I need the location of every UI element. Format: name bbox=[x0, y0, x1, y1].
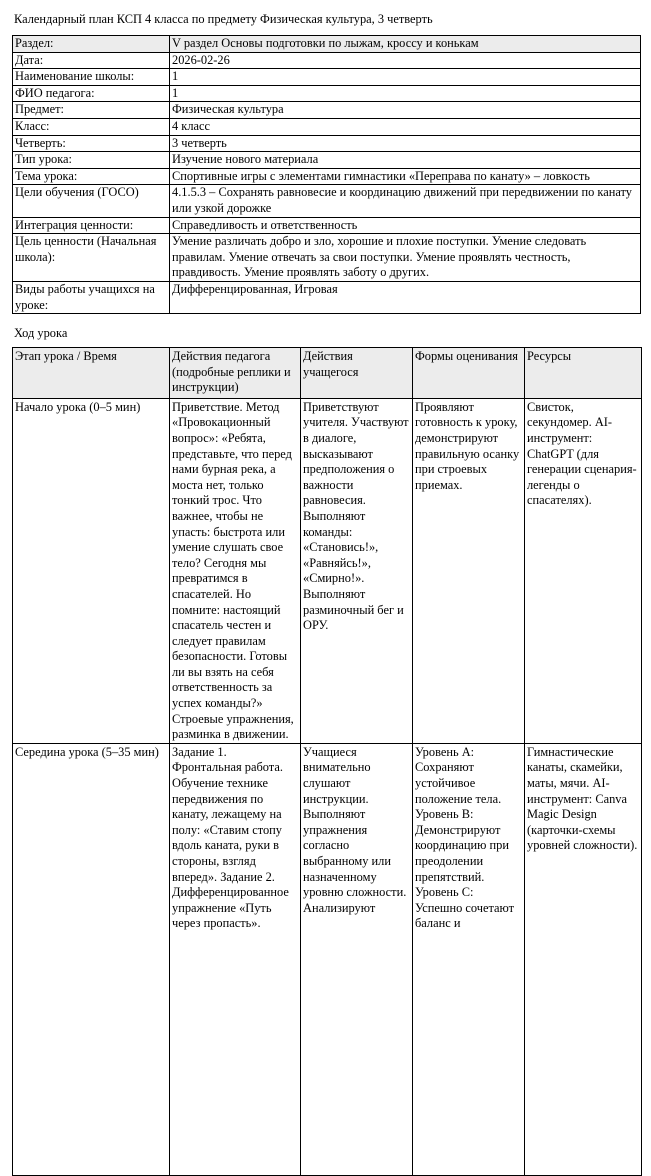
resources-cell: Свисток, секундомер. AI-инструмент: ChatGPT (для генерации сценария-легенды о спасателях). bbox=[525, 398, 642, 743]
lesson-progress-heading: Ход урока bbox=[14, 326, 68, 340]
info-row-section bbox=[13, 36, 641, 53]
info-value: 4 класс bbox=[170, 118, 641, 135]
page-title: Календарный план КСП 4 класса по предмету Физическая культура, 3 четверть bbox=[14, 12, 433, 26]
stage-cell: Середина урока (5–35 мин) bbox=[13, 743, 170, 1175]
lesson-plan-table bbox=[12, 347, 642, 1176]
info-row-quarter bbox=[13, 135, 641, 152]
assessment-cell: Уровень А: Сохраняют устойчивое положение тела. Уровень В: Демонстрируют координацию при преодолении препятствий. Уровень С: Успешно сочетают баланс и bbox=[413, 743, 525, 1175]
info-label: Цели обучения (ГОСО) bbox=[13, 185, 170, 217]
student-actions-cell: Учащиеся внимательно слушают инструкции. Выполняют упражнения согласно выбранному или назначенному уровню сложности. Анализируют bbox=[301, 743, 413, 1175]
info-value: Умение различать добро и зло, хорошие и плохие поступки. Умение следовать правилам. Умение отвечать за свои поступки. Умение проявлять честность, правдивость. Умение проявлять заботу о других. bbox=[170, 234, 641, 282]
info-value: 3 четверть bbox=[170, 135, 641, 152]
info-label: Тип урока: bbox=[13, 152, 170, 169]
info-row-topic bbox=[13, 168, 641, 185]
column-header-assessment: Формы оценивания bbox=[413, 348, 525, 399]
info-label: ФИО педагога: bbox=[13, 85, 170, 102]
student-actions-cell: Приветствуют учителя. Участвуют в диалоге, высказывают предположения о важности равновесия. Выполняют команды: «Становись!», «Равняйсь!», «Смирно!». Выполняют разминочный бег и ОРУ. bbox=[301, 398, 413, 743]
lesson-table-header bbox=[13, 348, 642, 399]
lesson-info-table bbox=[12, 35, 641, 314]
teacher-actions-cell: Задание 1. Фронтальная работа. Обучение технике передвижения по канату, лежащему на полу: «Ставим стопу вдоль каната, руки в стороны, взгляд вперед». Задание 2. Дифференцированное упражнение «Путь через пропасть». bbox=[170, 743, 301, 1175]
info-label: Класс: bbox=[13, 118, 170, 135]
info-row-class bbox=[13, 118, 641, 135]
info-label: Виды работы учащихся на уроке: bbox=[13, 281, 170, 313]
info-label: Предмет: bbox=[13, 102, 170, 119]
info-row-teacher bbox=[13, 85, 641, 102]
info-row-value-goal bbox=[13, 234, 641, 282]
teacher-actions-cell: Приветствие. Метод «Провокационный вопрос»: «Ребята, представьте, что перед нами бурная река, а моста нет, только тонкий трос. Что важнее, чтобы не упасть: быстрота или умение слушать свое тело? Сегодня мы превратимся в спасателей. Но помните: настоящий спасатель честен и следует правилам безопасности. Готовы ли вы взять на себя ответственность за успех команды?» Строевые упражнения, разминка в движении. bbox=[170, 398, 301, 743]
column-header-student: Действия учащегося bbox=[301, 348, 413, 399]
info-value: 2026-02-26 bbox=[170, 52, 641, 69]
info-row-school bbox=[13, 69, 641, 86]
info-value: 4.1.5.3 – Сохранять равновесие и координацию движений при передвижении по канату или узкой дорожке bbox=[170, 185, 641, 217]
info-row-lesson-type bbox=[13, 152, 641, 169]
info-row-subject bbox=[13, 102, 641, 119]
info-value: Дифференцированная, Игровая bbox=[170, 281, 641, 313]
stage-cell: Начало урока (0–5 мин) bbox=[13, 398, 170, 743]
info-label: Раздел: bbox=[13, 36, 170, 53]
info-value: Справедливость и ответственность bbox=[170, 217, 641, 234]
info-row-value-integration bbox=[13, 217, 641, 234]
info-row-work-types bbox=[13, 281, 641, 313]
info-value: 1 bbox=[170, 69, 641, 86]
info-row-date bbox=[13, 52, 641, 69]
info-label: Тема урока: bbox=[13, 168, 170, 185]
info-value: 1 bbox=[170, 85, 641, 102]
info-label: Дата: bbox=[13, 52, 170, 69]
column-header-teacher: Действия педагога (подробные реплики и инструкции) bbox=[170, 348, 301, 399]
info-label: Цель ценности (Начальная школа): bbox=[13, 234, 170, 282]
info-value: Физическая культура bbox=[170, 102, 641, 119]
info-label: Интеграция ценности: bbox=[13, 217, 170, 234]
info-value: Изучение нового материала bbox=[170, 152, 641, 169]
column-header-stage: Этап урока / Время bbox=[13, 348, 170, 399]
info-row-goals bbox=[13, 185, 641, 217]
info-value: Спортивные игры с элементами гимнастики «Переправа по канату» – ловкость bbox=[170, 168, 641, 185]
info-label: Наименование школы: bbox=[13, 69, 170, 86]
column-header-resources: Ресурсы bbox=[525, 348, 642, 399]
assessment-cell: Проявляют готовность к уроку, демонстрируют правильную осанку при строевых приемах. bbox=[413, 398, 525, 743]
table-row bbox=[13, 398, 642, 743]
table-row bbox=[13, 743, 642, 1175]
info-label: Четверть: bbox=[13, 135, 170, 152]
info-value: V раздел Основы подготовки по лыжам, кроссу и конькам bbox=[170, 36, 641, 53]
resources-cell: Гимнастические канаты, скамейки, маты, мячи. AI-инструмент: Canva Magic Design (карточки-схемы уровней сложности). bbox=[525, 743, 642, 1175]
